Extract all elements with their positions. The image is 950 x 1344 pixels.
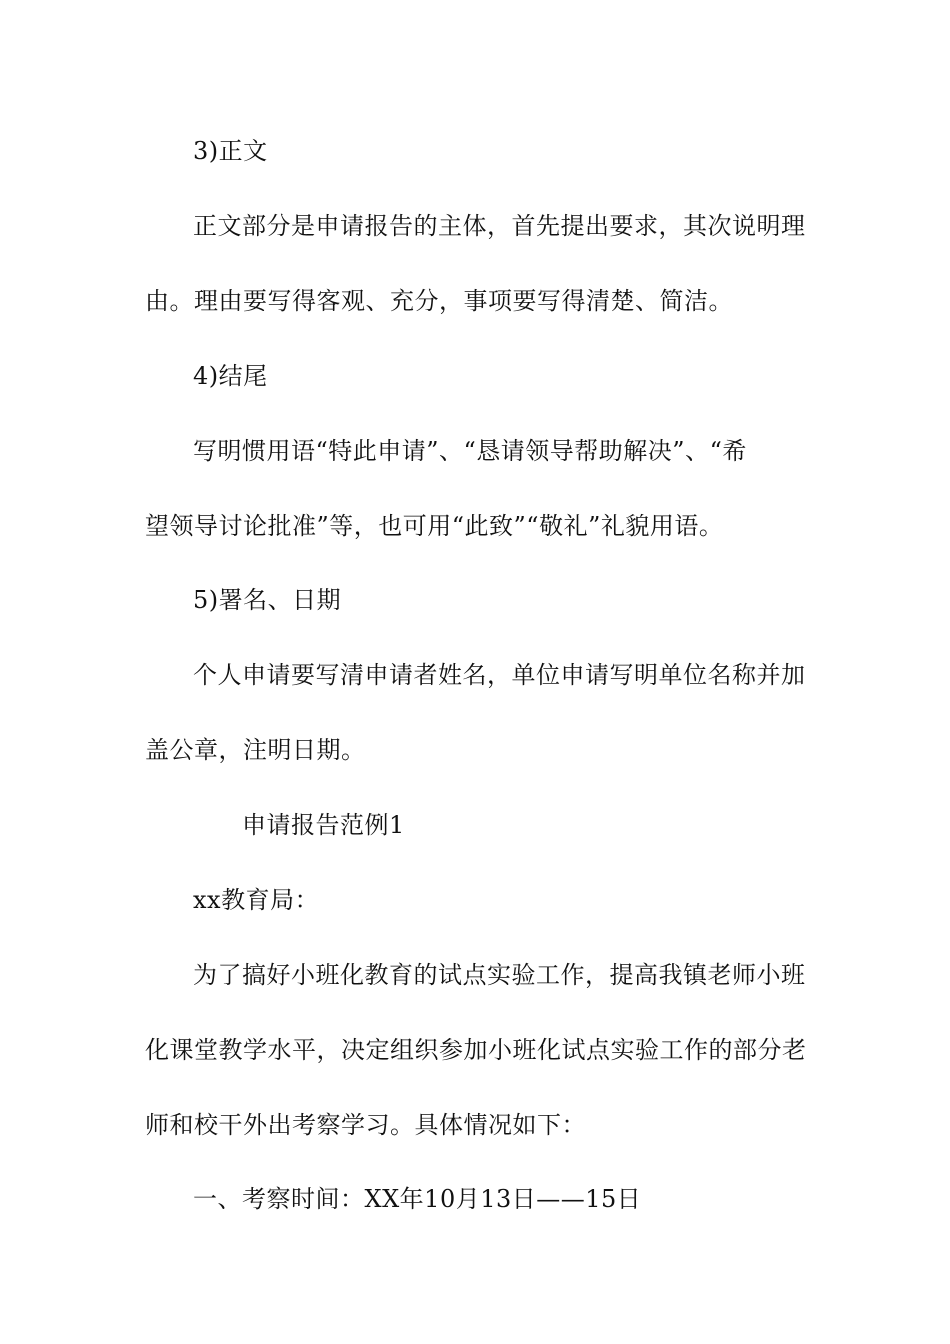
body-paragraph-line: 望领导讨论批准”等，也可用“此致”“敬礼”礼貌用语。 xyxy=(145,512,724,540)
body-paragraph-line: 正文部分是申请报告的主体，首先提出要求，其次说明理 xyxy=(193,212,806,240)
section-heading-signature-date: 5)署名、日期 xyxy=(193,586,342,614)
salutation: xx教育局： xyxy=(193,886,320,914)
example-title: 申请报告范例1 xyxy=(242,811,405,839)
section-heading-ending: 4)结尾 xyxy=(193,362,268,390)
body-paragraph-line: 为了搞好小班化教育的试点实验工作，提高我镇老师小班 xyxy=(193,961,806,989)
body-paragraph-line: 个人申请要写清申请者姓名，单位申请写明单位名称并加 xyxy=(193,661,806,689)
body-paragraph-line: 盖公章，注明日期。 xyxy=(145,736,366,764)
body-paragraph-line: 师和校干外出考察学习。具体情况如下： xyxy=(145,1111,586,1139)
body-paragraph-line: 由。理由要写得客观、充分，事项要写得清楚、简洁。 xyxy=(145,287,733,315)
list-item-inspection-time: 一、考察时间：XX年10月13日——15日 xyxy=(193,1185,642,1213)
body-paragraph-line: 写明惯用语“特此申请”、“恳请领导帮助解决”、“希 xyxy=(193,437,747,465)
body-paragraph-line: 化课堂教学水平，决定组织参加小班化试点实验工作的部分老 xyxy=(145,1036,807,1064)
section-heading-body: 3)正文 xyxy=(193,137,268,165)
